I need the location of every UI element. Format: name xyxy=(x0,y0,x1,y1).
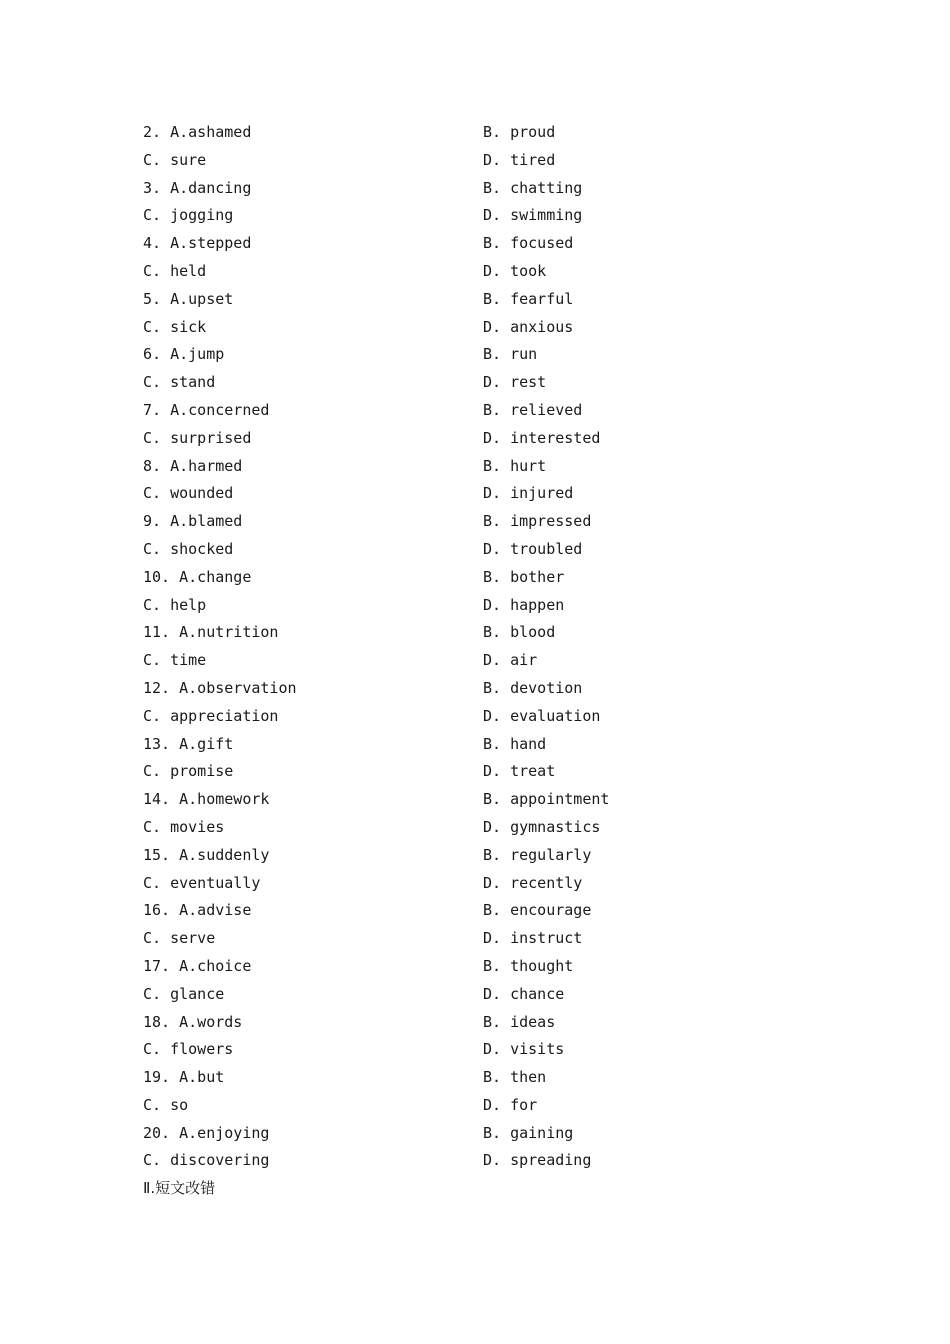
option-row xyxy=(143,202,843,230)
option-left: C. promise xyxy=(143,762,234,781)
option-right: B. impressed xyxy=(483,512,592,531)
section-title: Ⅱ.短文改错 xyxy=(143,1179,216,1197)
option-row xyxy=(143,397,843,425)
option-left: C. held xyxy=(143,261,207,280)
option-left: 13. A.gift xyxy=(143,734,234,753)
option-row xyxy=(143,286,843,314)
option-right: D. tired xyxy=(483,150,556,169)
option-left: C. sick xyxy=(143,317,207,336)
option-row xyxy=(143,1036,843,1064)
option-row xyxy=(143,592,843,620)
option-right: B. ideas xyxy=(483,1012,556,1031)
option-right: B. blood xyxy=(483,623,556,642)
option-row xyxy=(143,508,843,536)
option-left: 17. A.choice xyxy=(143,956,252,975)
option-row xyxy=(143,341,843,369)
option-left: 6. A.jump xyxy=(143,345,225,364)
option-right: D. instruct xyxy=(483,929,583,948)
option-right: D. swimming xyxy=(483,206,583,225)
option-left: 19. A.but xyxy=(143,1068,225,1087)
option-right: B. thought xyxy=(483,956,574,975)
option-row xyxy=(143,786,843,814)
option-row xyxy=(143,425,843,453)
option-right: D. for xyxy=(483,1095,538,1114)
option-right: B. regularly xyxy=(483,845,592,864)
option-right: D. took xyxy=(483,261,547,280)
option-left: 5. A.upset xyxy=(143,289,234,308)
option-row xyxy=(143,1120,843,1148)
option-row xyxy=(143,369,843,397)
option-right: D. treat xyxy=(483,762,556,781)
option-left: C. discovering xyxy=(143,1151,270,1170)
option-right: D. rest xyxy=(483,373,547,392)
option-left: C. wounded xyxy=(143,484,234,503)
option-row xyxy=(143,1092,843,1120)
option-right: B. encourage xyxy=(483,901,592,920)
option-left: C. surprised xyxy=(143,428,252,447)
option-left: C. sure xyxy=(143,150,207,169)
option-right: D. happen xyxy=(483,595,565,614)
option-left: C. eventually xyxy=(143,873,261,892)
option-left: C. so xyxy=(143,1095,189,1114)
option-left: 2. A.ashamed xyxy=(143,123,252,141)
option-right: B. appointment xyxy=(483,790,610,809)
option-row xyxy=(143,119,843,147)
option-right: B. proud xyxy=(483,123,556,141)
option-row xyxy=(143,258,843,286)
option-left: C. jogging xyxy=(143,206,234,225)
option-row xyxy=(143,1064,843,1092)
option-left: 18. A.words xyxy=(143,1012,243,1031)
option-right: B. hand xyxy=(483,734,547,753)
option-left: C. shocked xyxy=(143,539,234,558)
option-right: B. devotion xyxy=(483,678,583,697)
option-left: 9. A.blamed xyxy=(143,512,243,531)
option-row xyxy=(143,175,843,203)
option-left: C. stand xyxy=(143,373,216,392)
option-row xyxy=(143,870,843,898)
option-right: D. gymnastics xyxy=(483,817,601,836)
option-right: D. injured xyxy=(483,484,574,503)
option-row xyxy=(143,981,843,1009)
option-right: B. bother xyxy=(483,567,565,586)
option-left: 10. A.change xyxy=(143,567,252,586)
option-row xyxy=(143,480,843,508)
option-row xyxy=(143,536,843,564)
option-row xyxy=(143,814,843,842)
option-right: B. run xyxy=(483,345,538,364)
option-row xyxy=(143,230,843,258)
option-right: B. then xyxy=(483,1068,547,1087)
option-left: C. movies xyxy=(143,817,225,836)
option-row xyxy=(143,619,843,647)
option-left: 11. A.nutrition xyxy=(143,623,279,642)
option-row xyxy=(143,1147,843,1175)
option-left: 7. A.concerned xyxy=(143,400,270,419)
option-left: 15. A.suddenly xyxy=(143,845,270,864)
option-row xyxy=(143,147,843,175)
option-row xyxy=(143,453,843,481)
option-left: 16. A.advise xyxy=(143,901,252,920)
option-row xyxy=(143,953,843,981)
option-row xyxy=(143,842,843,870)
option-left: 8. A.harmed xyxy=(143,456,243,475)
option-right: B. gaining xyxy=(483,1123,574,1142)
option-right: B. focused xyxy=(483,234,574,253)
option-row xyxy=(143,314,843,342)
option-row xyxy=(143,703,843,731)
option-left: C. glance xyxy=(143,984,225,1003)
option-row xyxy=(143,897,843,925)
option-right: D. chance xyxy=(483,984,565,1003)
option-left: C. flowers xyxy=(143,1040,234,1059)
option-row xyxy=(143,564,843,592)
option-row xyxy=(143,647,843,675)
options-list xyxy=(143,119,843,1175)
option-left: 20. A.enjoying xyxy=(143,1123,270,1142)
option-row xyxy=(143,758,843,786)
option-right: D. recently xyxy=(483,873,583,892)
option-right: D. anxious xyxy=(483,317,574,336)
option-right: D. interested xyxy=(483,428,601,447)
option-right: B. hurt xyxy=(483,456,547,475)
option-right: D. visits xyxy=(483,1040,565,1059)
option-left: C. help xyxy=(143,595,207,614)
option-right: B. chatting xyxy=(483,178,583,197)
option-row xyxy=(143,925,843,953)
option-right: B. fearful xyxy=(483,289,574,308)
option-left: C. appreciation xyxy=(143,706,279,725)
option-left: 3. A.dancing xyxy=(143,178,252,197)
option-left: C. serve xyxy=(143,929,216,948)
option-right: D. troubled xyxy=(483,539,583,558)
option-left: C. time xyxy=(143,651,207,670)
option-left: 12. A.observation xyxy=(143,678,297,697)
option-row xyxy=(143,675,843,703)
option-left: 4. A.stepped xyxy=(143,234,252,253)
option-row xyxy=(143,731,843,759)
option-row xyxy=(143,1009,843,1037)
option-right: D. air xyxy=(483,651,538,670)
option-right: D. spreading xyxy=(483,1151,592,1170)
option-right: D. evaluation xyxy=(483,706,601,725)
option-left: 14. A.homework xyxy=(143,790,270,809)
option-right: B. relieved xyxy=(483,400,583,419)
